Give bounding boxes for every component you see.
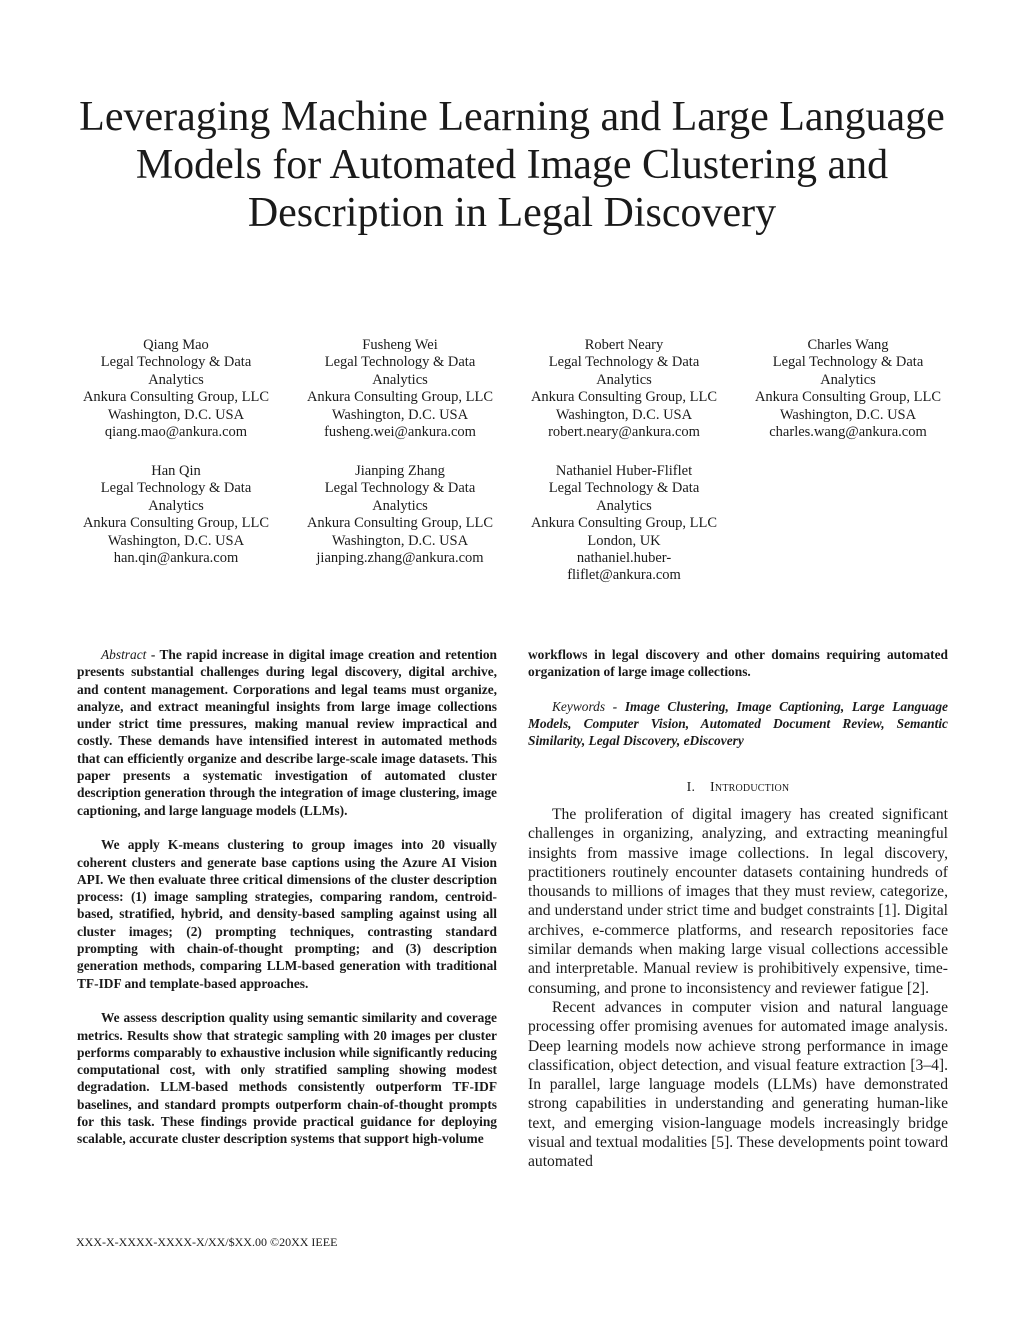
author-block [64,337,288,441]
author-name: Han Qin [151,463,201,479]
author-name: Nathaniel Huber-Fliflet [555,463,693,479]
author-location: Washington, D.C. USA [555,406,693,423]
author-org: Ankura Consulting Group, LLC [82,389,270,406]
author-email: han.qin@ankura.com [113,550,239,567]
title-line: Leveraging Machine Learning and Large Language [79,94,945,140]
section-title: Introduction [710,780,790,795]
author-name: Fusheng Wei [362,337,438,353]
author-org: Ankura Consulting Group, LLC [306,515,494,532]
author-org: Ankura Consulting Group, LLC [530,389,718,406]
author-location: London, UK [587,532,661,549]
author-dept: Legal Technology & Data [324,480,476,497]
author-block [512,337,736,441]
author-dept: Legal Technology & Data [100,480,252,497]
keywords [528,698,948,750]
author-email: charles.wang@ankura.com [769,424,927,441]
author-org: Ankura Consulting Group, LLC [754,389,942,406]
author-dept: Legal Technology & Data [548,354,700,371]
author-email: robert.neary@ankura.com [548,424,700,441]
body-paragraph: Recent advances in computer vision and natural language processing offer promising avenues for automated image analysis. Deep learning models now achieve strong performance in image classification, object detection, and visual feature extraction [3–4]. In parallel, large language models (LLMs) have demonstrated strong capabilities in understanding and generating human-like text, and emerging vision-language models increasingly bridge visual and textual modalities [5]. These developments point toward automated [528,998,948,1171]
author-block [288,463,512,567]
body-paragraph: The proliferation of digital imagery has created significant challenges in organizing, analyzing, and extracting meaningful insights from massive image collections. In legal discovery, practitioners routinely encounter datasets containing hundreds of thousands to millions of images that they must review, categorize, and understand under strict time and budget constraints [1]. Digital archives, e-commerce platforms, and research repositories face similar demands when making large visual collections accessible and interpretable. Manual review is prohibitively expensive, time-consuming, and prone to inconsistency and reviewer fatigue [2]. [528,806,948,997]
abstract-paragraph: We apply K-means clustering to group images into 20 visually coherent clusters and generate base captions using the Azure AI Vision API. We then evaluate three critical dimensions of the cluster description process: (1) image sampling strategies, comparing random, centroid-based, stratified, hybrid, and density-based sampling against using all cluster images; (2) prompting techniques, contrasting standard prompting with chain-of-thought prompting; and (3) description generation methods, comparing LLM-based generation with traditional TF-IDF and template-based approaches. [77,837,497,991]
keywords-text: - Image Clustering, Image Captioning, Large Language Models, Computer Vision, Automated Document Review, Semantic Similarity, Legal Discovery, eDiscovery [528,698,948,749]
author-location: Washington, D.C. USA [331,406,469,423]
author-block [512,463,736,585]
title-line: Models for Automated Image Clustering and [135,142,889,188]
author-dept: Analytics [372,497,428,514]
author-block [288,337,512,441]
author-block [64,463,288,567]
author-dept: Legal Technology & Data [100,354,252,371]
abstract [77,646,497,1165]
abstract-paragraph: workflows in legal discovery and other domains requiring automated organization of large image collections. [528,647,948,680]
author-name: Charles Wang [807,337,889,353]
paper-title [60,93,964,237]
abstract-text: - The rapid increase in digital image creation and retention presents substantial challenges during legal discovery, digital archive, and content management. Corporations and legal teams must organize, analyze, and extract meaningful insights from large image collections under strict time pressures, making manual review impractical and costly. These demands have intensified interest in automated methods that can efficiently organize and describe large-scale image datasets. This paper presents a systematic investigation of automated cluster description generation through the integration of image clustering, image captioning, and large language models (LLMs). [77,647,497,818]
author-dept: Analytics [372,371,428,388]
author-dept: Analytics [820,371,876,388]
author-block [736,337,960,441]
author-name: Robert Neary [584,337,664,353]
author-org: Ankura Consulting Group, LLC [306,389,494,406]
author-org: Ankura Consulting Group, LLC [82,515,270,532]
author-name: Qiang Mao [143,337,209,353]
author-email: qiang.mao@ankura.com [104,424,248,441]
author-dept: Legal Technology & Data [324,354,476,371]
author-email: nathaniel.huber- [576,550,672,567]
abstract-continuation [528,646,948,767]
section-heading [528,780,948,796]
abstract-paragraph [77,646,497,819]
author-dept: Legal Technology & Data [772,354,924,371]
author-location: Washington, D.C. USA [107,406,245,423]
author-email: fliflet@ankura.com [567,567,681,584]
author-name: Jianping Zhang [355,463,445,479]
abstract-label: Abstract [101,647,147,662]
abstract-paragraph: We assess description quality using semantic similarity and coverage metrics. Results show that strategic sampling with 20 images per cluster performs comparably to exhaustive inclusion while significantly reducing computational cost, with only stratified sampling showing modest degradation. LLM-based methods consistently outperform TF-IDF baselines, and standard prompts outperform chain-of-thought prompts for this task. These findings provide practical guidance for deploying scalable, accurate cluster description systems that support high-volume [77,1010,497,1147]
author-dept: Analytics [148,497,204,514]
introduction-body [528,805,948,1172]
author-dept: Analytics [148,371,204,388]
author-location: Washington, D.C. USA [331,532,469,549]
author-email: jianping.zhang@ankura.com [316,550,484,567]
author-dept: Analytics [596,371,652,388]
keywords-label: Keywords [552,698,606,714]
author-org: Ankura Consulting Group, LLC [530,515,718,532]
copyright-footer: XXX-X-XXXX-XXXX-X/XX/$XX.00 ©20XX IEEE [76,1235,338,1249]
section-number: I. [686,780,696,795]
author-email: fusheng.wei@ankura.com [324,424,476,441]
author-location: Washington, D.C. USA [779,406,917,423]
author-location: Washington, D.C. USA [107,532,245,549]
author-dept: Analytics [596,497,652,514]
title-line: Description in Legal Discovery [247,190,777,236]
author-dept: Legal Technology & Data [548,480,700,497]
